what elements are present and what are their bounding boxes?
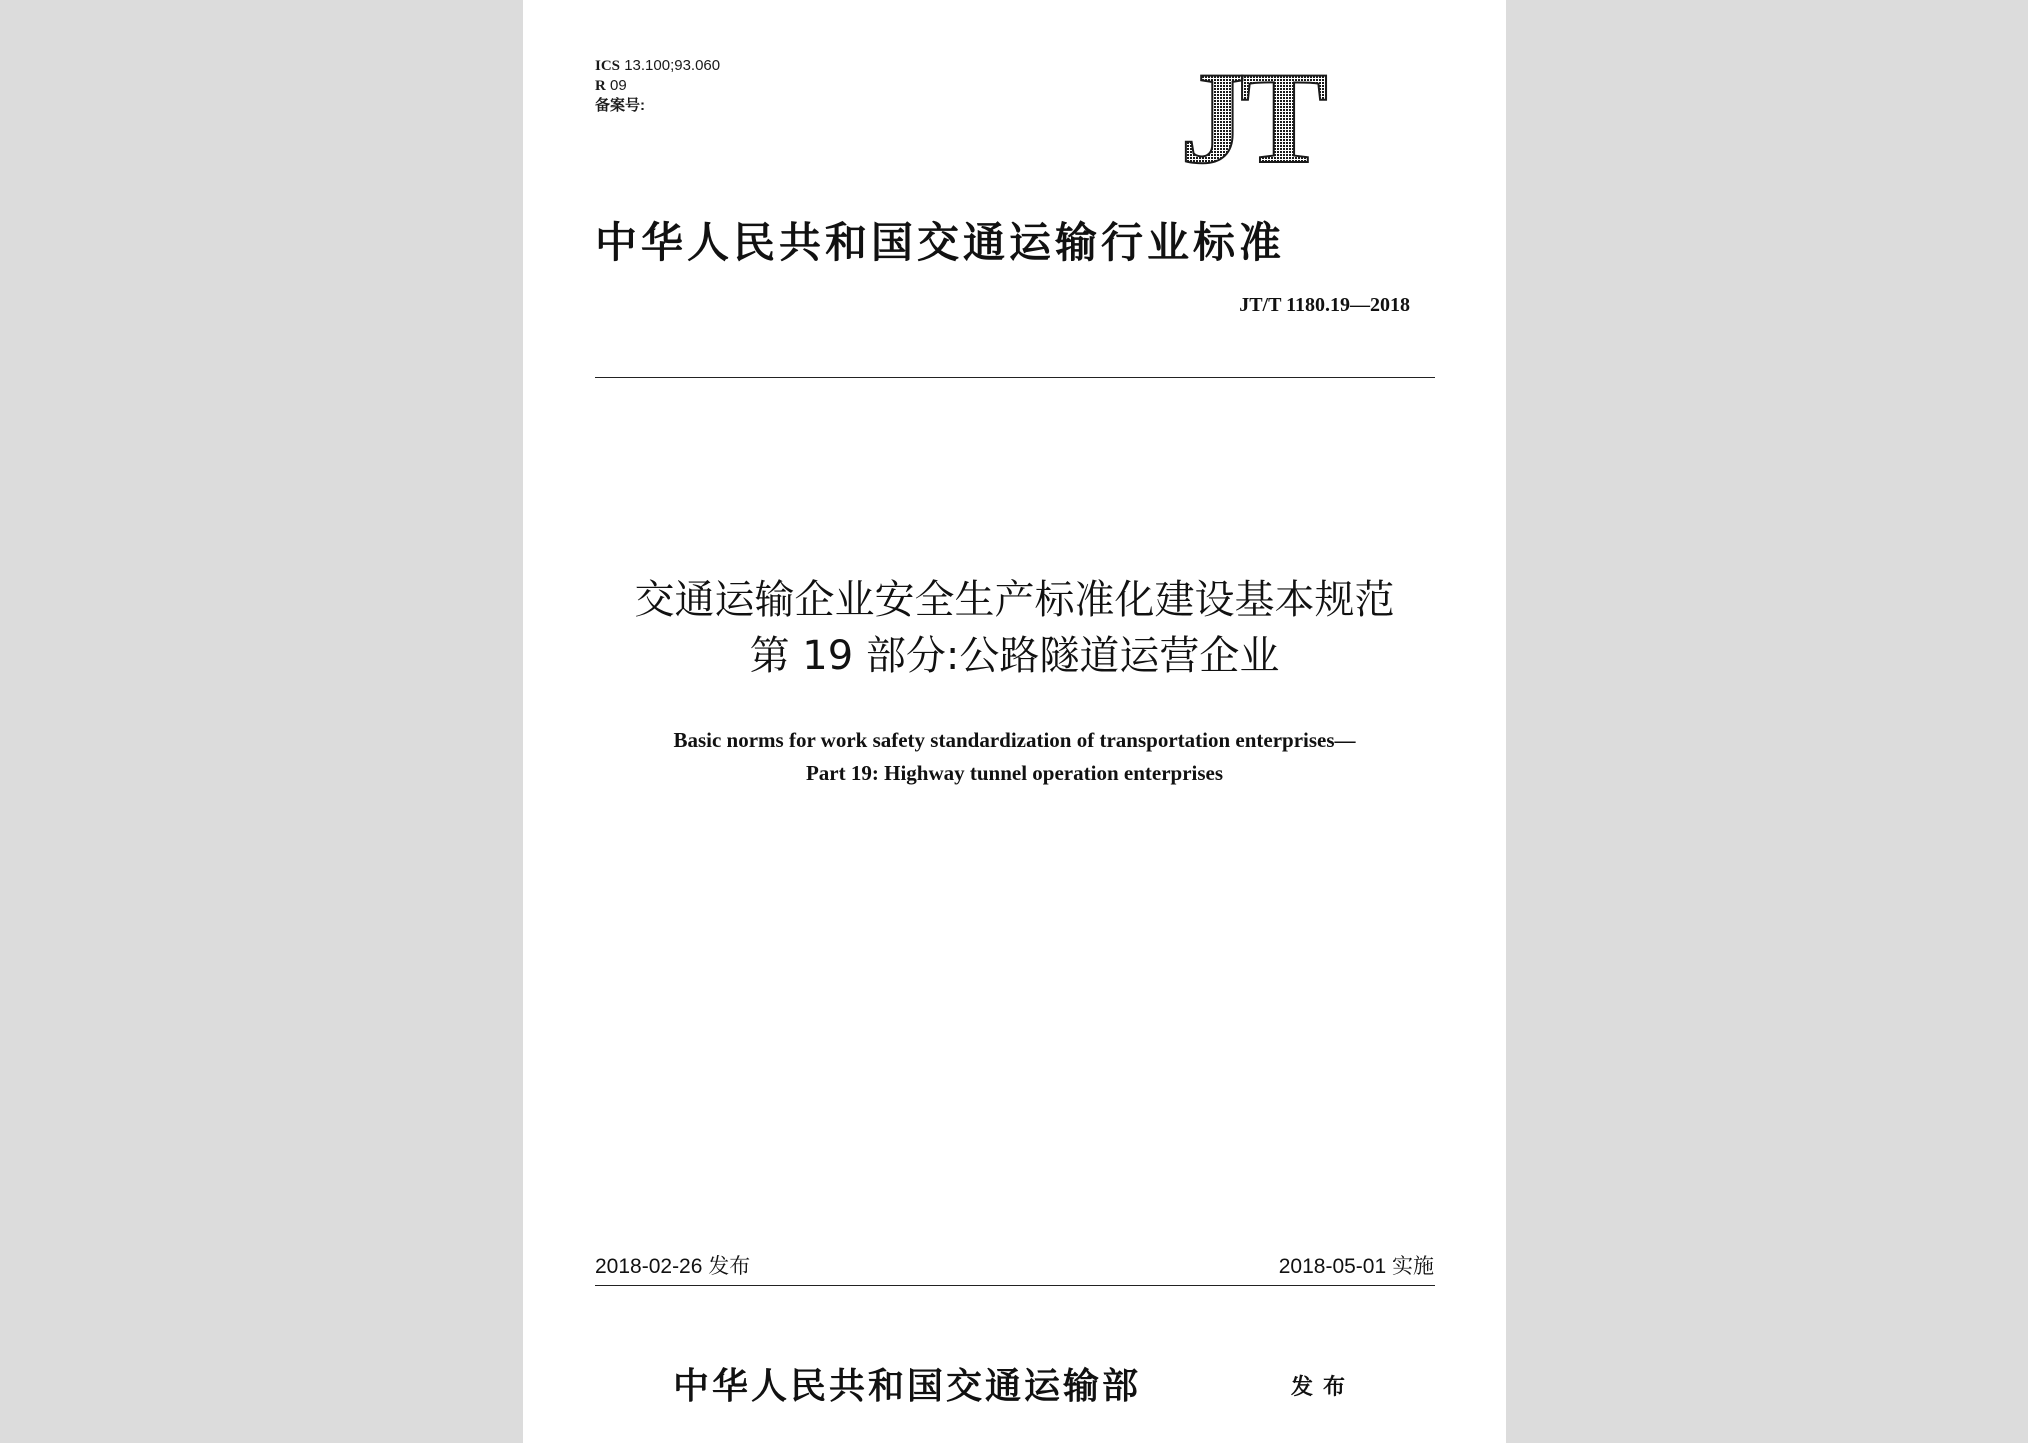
english-title-line-2: Part 19: Highway tunnel operation enterprises xyxy=(805,761,1224,785)
publish-label: 发布 xyxy=(1291,1375,1356,1400)
record-number-label: 备案号: xyxy=(595,97,645,114)
standard-type-heading: 中华人民共和国交通运输行业标准 xyxy=(595,218,1286,267)
english-title-line-1: Basic norms for work safety standardization of transportation enterprises— xyxy=(673,728,1356,752)
ics-label: ICS xyxy=(595,58,621,74)
chinese-title-line-1: 交通运输企业安全生产标准化建设基本规范 xyxy=(634,577,1395,623)
ccs-value: 09 xyxy=(610,77,627,94)
chinese-title-line-2: 第 19 部分:公路隧道运营企业 xyxy=(749,633,1280,679)
jt-logo xyxy=(1178,58,1393,172)
classification-block xyxy=(595,56,720,116)
chinese-title xyxy=(523,572,1506,684)
publisher-name: 中华人民共和国交通运输部 xyxy=(673,1366,1142,1407)
header-divider xyxy=(595,377,1435,378)
footer-divider xyxy=(595,1285,1435,1286)
ccs-line xyxy=(595,76,720,96)
document-page xyxy=(523,0,1506,1443)
ics-value: 13.100;93.060 xyxy=(624,57,721,74)
ics-line xyxy=(595,56,720,76)
ccs-label: R xyxy=(595,78,606,94)
issue-date: 2018-02-26 发布 xyxy=(595,1255,751,1278)
standard-code: JT/T 1180.19—2018 xyxy=(1239,294,1410,316)
english-title xyxy=(523,724,1506,790)
implementation-date: 2018-05-01 实施 xyxy=(1278,1255,1434,1278)
jt-logo-text: JT xyxy=(1180,58,1323,172)
